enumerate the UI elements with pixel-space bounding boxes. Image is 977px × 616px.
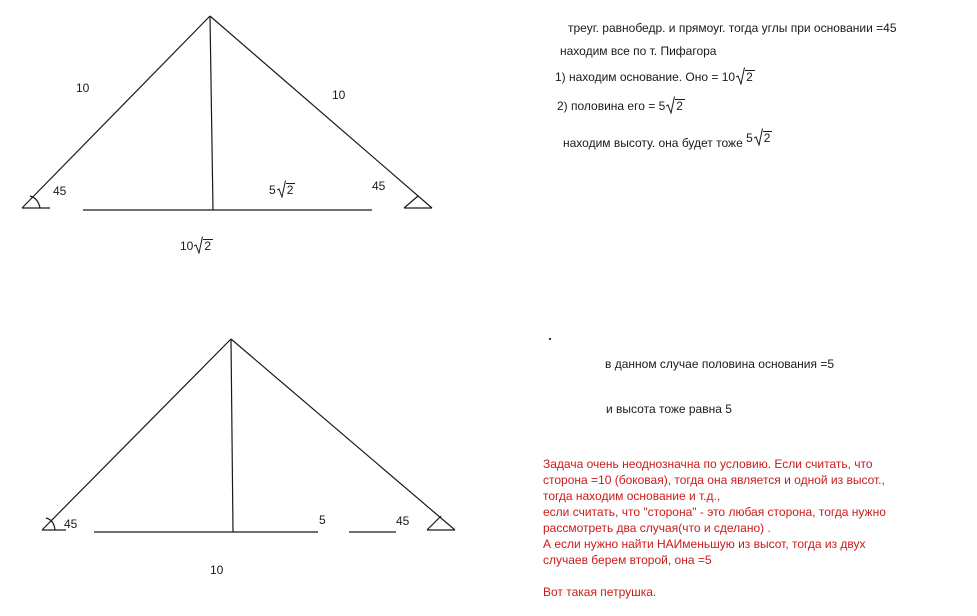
triangle2-left-side (42, 339, 231, 530)
triangle2-right-side (231, 339, 455, 530)
problem-comment-line: тогда находим основание и т.д., (543, 489, 721, 503)
radicand: 2 (204, 239, 212, 253)
sqrt-icon (666, 97, 675, 113)
triangle1-right-side (210, 16, 432, 208)
diagram2-angle-right-label: 45 (396, 514, 410, 528)
note-top-line5: находим высоту. она будет тоже 5 2 (563, 134, 772, 151)
problem-comment-line: Вот такая петрушка. (543, 585, 657, 599)
diagram1-side-left-label: 10 (76, 81, 90, 95)
diagram1-angle-left-label: 45 (53, 184, 67, 198)
problem-comment-line: если считать, что "сторона" - это любая сторона, тогда нужно (543, 505, 886, 519)
diagram1-base-label (180, 237, 213, 253)
radicand: 2 (286, 183, 294, 197)
sqrt-icon (754, 129, 763, 145)
diagram2-half-base-label: 5 (319, 513, 326, 527)
sqrt-icon (736, 68, 745, 84)
note-middle-line2: и высота тоже равна 5 (606, 402, 732, 416)
diagram2-base-label: 10 (210, 563, 224, 577)
problem-comment-line: случаев берем второй, она =5 (543, 553, 712, 567)
coef: 10 (180, 239, 194, 253)
note-top-line3: 1) находим основание. Оно = 10 2 (555, 68, 755, 85)
note-top-line2: находим все по т. Пифагора (560, 44, 717, 58)
diagram1-half-base-label (269, 181, 295, 197)
triangle1-height (210, 16, 213, 210)
triangle1-left-side (22, 16, 210, 208)
diagram2-angle-left-label: 45 (64, 517, 78, 531)
sqrt-icon (277, 181, 286, 197)
problem-comment-line: рассмотреть два случая(что и сделано) . (543, 521, 771, 535)
problem-comment-line: сторона =10 (боковая), тогда она является и одной из высот., (543, 473, 885, 487)
note-middle-line1: в данном случае половина основания =5 (605, 357, 834, 371)
coef: 5 (269, 183, 276, 197)
problem-comment (543, 456, 886, 600)
triangle2-height (231, 339, 233, 532)
note-top-line4: 2) половина его = 5 2 (557, 97, 685, 114)
sqrt-icon (194, 237, 203, 253)
triangle2-right-angle-mark (427, 516, 441, 530)
problem-comment-line: Задача очень неоднозначна по условию. Если считать, что (543, 457, 873, 471)
problem-comment-line (543, 568, 886, 584)
problem-comment-line: А если нужно найти НАИменьшую из высот, тогда из двух (543, 537, 866, 551)
stray-dot (549, 338, 551, 340)
diagram1-side-right-label: 10 (332, 88, 346, 102)
diagram1-angle-right-label: 45 (372, 179, 386, 193)
note-top-line1: треуг. равнобедр. и прямоуг. тогда углы при основании =45 (568, 21, 897, 35)
triangle1-right-angle-mark (404, 196, 418, 208)
